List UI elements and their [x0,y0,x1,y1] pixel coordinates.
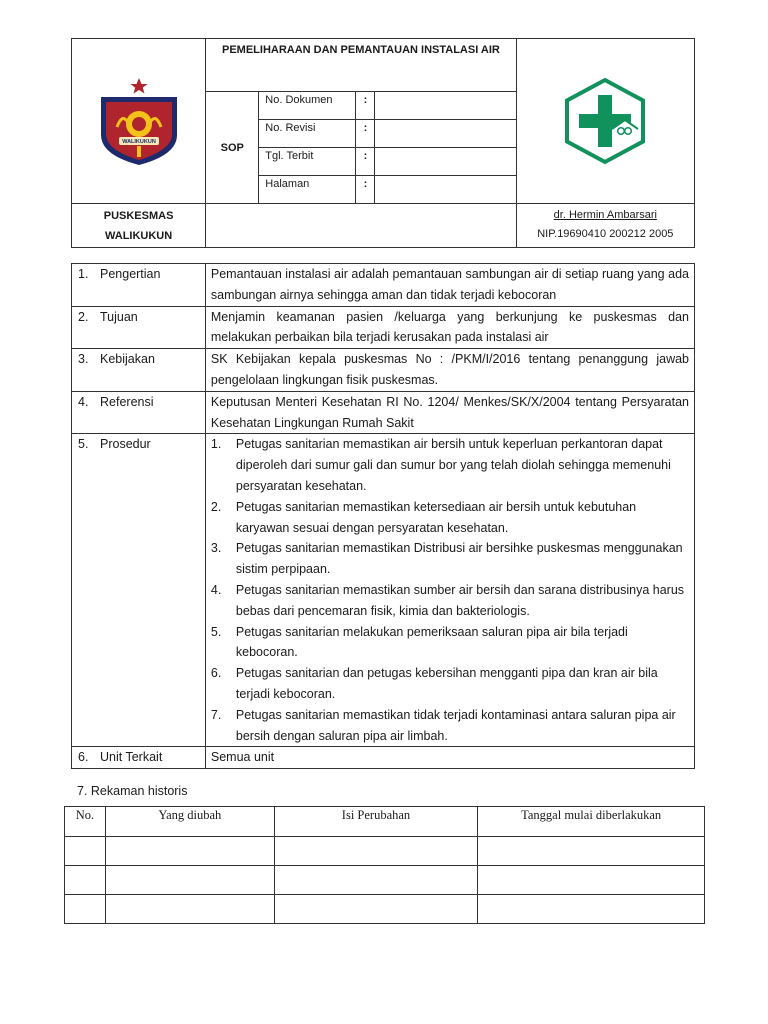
field-label-no-dokumen: No. Dokumen [259,92,356,120]
sop-label: SOP [206,92,259,204]
crest-banner-text: WALIKUKUN [121,139,156,146]
procedure-step: 3. Petugas sanitarian memastikan Distribusi air bersihke puskesmas menggunakan sistim perpipaan. [210,541,683,577]
field-colon: : [356,120,375,148]
document-title: PEMELIHARAAN DAN PEMANTAUAN INSTALASI AIR [206,39,516,92]
section-text-unit-terkait: Semua unit [205,747,694,769]
section-label-prosedur: 5. Prosedur [72,434,206,747]
rekaman-header-no: No. [65,807,106,837]
field-value-no-revisi [375,120,516,148]
blank-cell [206,204,516,248]
procedure-step: 2. Petugas sanitarian memastikan ketersediaan air bersih untuk kebutuhan karyawan sesuai dengan persyaratan kesehatan. [210,499,637,535]
signature-block [516,204,694,248]
puskesmas-line2: WALIKUKUN [104,230,173,242]
rekaman-historis-title: 7. Rekaman historis [77,784,188,798]
procedure-step: 1. Petugas sanitarian memastikan air bersih untuk keperluan perkantoran dapat diperoleh dari sumur gali dan sumur bor yang telah diolah sehingga memenuhi persyaratan kesehatan. [210,437,671,493]
field-colon: : [356,176,375,204]
section-text-referensi: Keputusan Menteri Kesehatan RI No. 1204/ Menkes/SK/X/2004 tentang Persyaratan Kesehatan Lingkungan Rumah Sakit [205,391,694,434]
health-logo-cell [516,39,694,204]
regency-crest-logo [93,75,185,167]
puskesmas-line1: PUSKESMAS [103,210,174,222]
procedure-step: 6. Petugas sanitarian dan petugas kebersihan mengganti pipa dan kran air bila terjadi kebocoran. [210,666,658,701]
puskesmas-health-logo [559,77,651,165]
section-label-kebijakan: 3. Kebijakan [72,349,206,392]
puskesmas-name [72,204,206,248]
field-label-tgl-terbit: Tgl. Terbit [259,148,356,176]
rekaman-header-isi-perubahan: Isi Perubahan [274,807,478,837]
field-value-tgl-terbit [375,148,516,176]
field-value-halaman [375,176,516,204]
signer-nip: NIP.19690410 200212 2005 [537,228,674,240]
rekaman-header-tanggal: Tanggal mulai diberlakukan [478,807,705,837]
field-colon: : [356,92,375,120]
section-label-pengertian: 1. Pengertian [72,264,206,307]
section-text-kebijakan: SK Kebijakan kepala puskesmas No : /PKM/I/2016 tentang penanggung jawab pengelolaan lingkungan fisik puskesmas. [205,349,694,392]
sop-content-table [71,263,695,769]
procedure-list [211,434,689,746]
section-label-tujuan: 2. Tujuan [72,306,206,349]
section-text-prosedur [205,434,694,747]
sop-header-table [71,38,695,248]
field-label-halaman: Halaman [259,176,356,204]
section-label-referensi: 4. Referensi [72,391,206,434]
table-row [65,837,705,866]
rekaman-historis-table [64,806,705,924]
field-label-no-revisi: No. Revisi [259,120,356,148]
signer-name: dr. Hermin Ambarsari [553,209,657,221]
rekaman-header-yang-diubah: Yang diubah [105,807,274,837]
section-text-tujuan: Menjamin keamanan pasien /keluarga yang berkunjung ke puskesmas dan melakukan perbaikan bila terjadi kerusakan pada instalasi air [205,306,694,349]
crest-logo-cell [72,39,206,204]
table-row [65,866,705,895]
procedure-step: 5. Petugas sanitarian melakukan pemeriksaan saluran pipa air bila terjadi kebocoran. [210,624,628,660]
table-row [65,895,705,924]
procedure-step: 4. Petugas sanitarian memastikan sumber air bersih dan sarana distribusinya harus bebas dari pencemaran fisik, kimia dan bakteriologis. [210,582,685,618]
field-colon: : [356,148,375,176]
field-value-no-dokumen [375,92,516,120]
procedure-step: 7. Petugas sanitarian memastikan tidak terjadi kontaminasi antara saluran pipa air bersih dengan saluran pipa air limbah. [210,707,676,743]
section-text-pengertian: Pemantauan instalasi air adalah pemantauan sambungan air di setiap ruang yang ada sambungan airnya sehingga aman dan tidak terjadi kebocoran [205,264,694,307]
section-label-unit-terkait: 6. Unit Terkait [72,747,206,769]
